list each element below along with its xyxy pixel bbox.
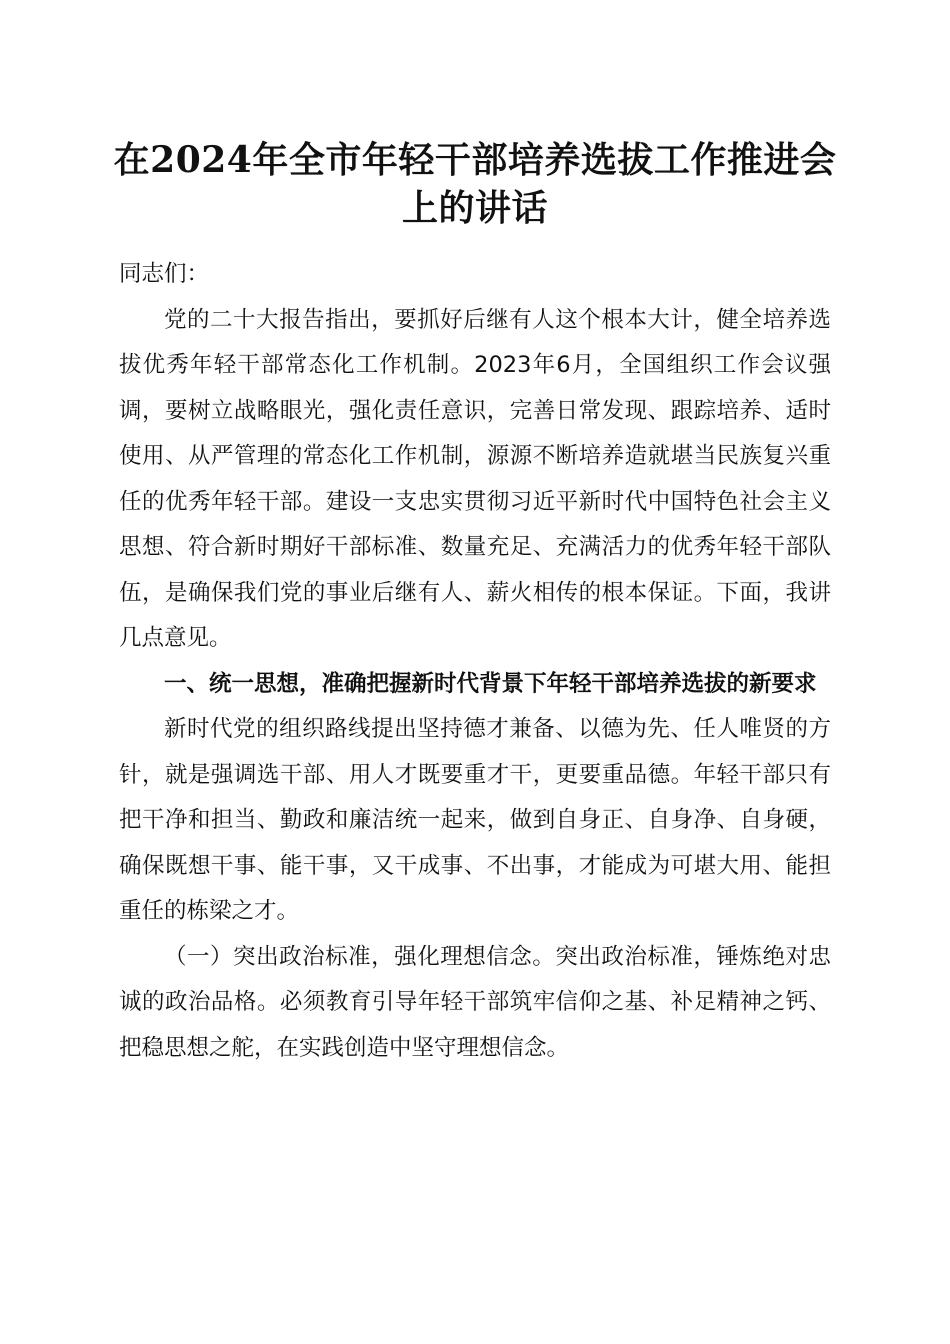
salutation: 同志们： [119,261,210,287]
section-1-paragraph: 新时代党的组织路线提出坚持德才兼备、以德为先、任人唯贤的方针，就是强调选干部、用人才既要重才干，更要重品德。年轻干部只有把干净和担当、勤政和廉洁统一起来，做到自身正、自身净、自身硬，确保既想干事、能干事，又干成事、不出事，才能成为可堪大用、能担重任的栋梁之才。 [119,716,831,924]
document-title-line-2: 上的讲话 [401,187,548,229]
intro-paragraph: 党的二十大报告指出，要抓好后继有人这个根本大计，健全培养选拔优秀年轻干部常态化工作机制。2023年6月，全国组织工作会议强调，要树立战略眼光，强化责任意识，完善日常发现、跟踪培养、适时使用、从严管理的常态化工作机制，源源不断培养造就堪当民族复兴重任的优秀年轻干部。建设一支忠实贯彻习近平新时代中国特色社会主义思想、符合新时期好干部标准、数量充足、充满活力的优秀年轻干部队伍，是确保我们党的事业后继有人、薪火相传的根本保证。下面，我讲几点意见。 [119,306,831,651]
subsection-1-paragraph: （一）突出政治标准，强化理想信念。突出政治标准，锤炼绝对忠诚的政治品格。必须教育引导年轻干部筑牢信仰之基、补足精神之钙、把稳思想之舵，在实践创造中坚守理想信念。 [119,943,831,1061]
section-1-heading: 一、统一思想，准确把握新时代背景下年轻干部培养选拔的新要求 [164,670,817,697]
document-title-line-1: 在2024年全市年轻干部培养选拔工作推进会 [113,139,837,181]
document-body [119,252,831,1071]
